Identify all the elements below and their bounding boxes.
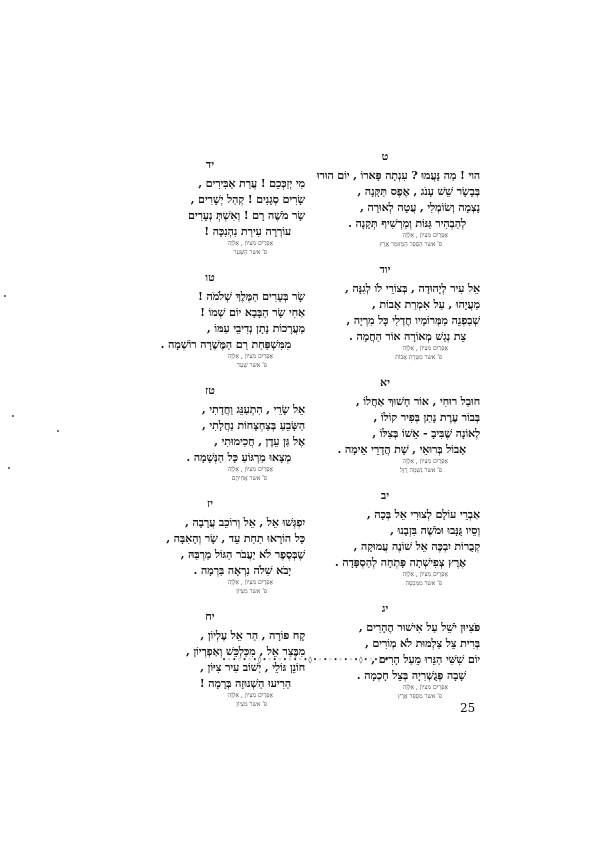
stanza <box>290 602 480 701</box>
decorative-divider: •◦•◦•◦•◊•◦•◦•◦•◦•◊•◦•◦•◦•◦•◊•◦•◦• <box>222 656 390 664</box>
verse-line: מְצָאוּ מַרְגּוֹעַ כָּל הַנְּשָׁמָה . <box>186 450 291 464</box>
stanza <box>290 376 480 475</box>
verse-line: הַרִיעוּ הַשְׁנוּזָה בְּרָמָה ! <box>199 676 291 690</box>
verse-line: קְבֻרוֹת יִבְכֶּה אֵל שׁוֹנֶה עֲמוּקָה , <box>353 539 480 553</box>
verse-line: שָׂרִים סְגָנִים ! קְהַל יְשָׁרִים , <box>190 192 305 206</box>
stanza-number: יז <box>207 497 213 510</box>
attribution-note: פ' אשר מִצִּיוֹן <box>236 588 267 595</box>
stanza-number: טו <box>205 271 215 284</box>
verse-line: מַעֲיָהוּ , עַל אִמְרַת אָבוֹת , <box>371 297 480 311</box>
margin-dot <box>12 415 14 417</box>
attribution-note: פ' אשר מִטְּרָת אָבוֹת <box>395 354 442 361</box>
verse-line: וְסֵיו גֻּנָּבוּ וּמֹשֶׁה בִּזְבָנוּ , <box>390 523 480 537</box>
stanza-number: יב <box>380 489 390 502</box>
attribution-note: אֶפְרַיִם מִצִּיוֹן , אַלְוָה <box>227 240 273 247</box>
verse-line: פֹּצִיוּן יֹשֵׁל עַל אִישׁוּר הֶהָרִים , <box>358 620 480 634</box>
attribution-note: פ' אשר מִסְפַּר אֶרֶץ <box>397 693 442 700</box>
attribution-note: פ' אשר מִמְּכַסֶּה <box>405 580 442 587</box>
stanza-number: יג <box>381 602 389 615</box>
verse-line: מַעֲרָכוֹת נָתָן נְדִיבֵי עַמּוֹ , <box>206 321 305 335</box>
stanza <box>115 384 305 483</box>
verse-line: שְׁבַפְנֵה מַמְּרוֹמָיו חֶדְלִי כָּל מִרְיָה , <box>346 313 480 327</box>
verse-line: כָּל הוֹרָאוּ תַחַת עֵד , שָׂר וְהָאִבָּה , <box>166 531 305 545</box>
attribution-note: אֶפְרַיִם מִצִּיוֹן , אַלְוָה <box>402 458 448 465</box>
attribution-note: פ' אשר אֲחִיהֶם <box>231 475 267 482</box>
verse-line: הַשָּׂבֵעַ בְּצַחְצָחוֹת נַחֲלָתִי , <box>202 418 305 432</box>
verse-line: יִפְגְּשׁוּ אֵל , אֵל וְרוֹכֵב עֲרָבָה , <box>184 515 305 529</box>
verse-line: אָבוֹל בְּרוּאֵי , שָׁת הֲדָרֵי אֵימָה . <box>337 442 466 456</box>
verse-line: חוּבַל רוּחִי , אוֹר חָשׁוּךְ אַחֲלוֹ , <box>355 394 480 408</box>
verse-line: לְהַבְהִיר גַּנּוֹת וְמַרְשִׁיף תְּקָנָה . <box>348 216 466 230</box>
attribution-note: אֶפְרַיִם מִצִּיוֹן , אַלְוָה <box>227 466 273 473</box>
attribution-note: אֶפְרַיִם מִצִּיוֹן , אַלְוָה <box>402 571 448 578</box>
attribution-note: אֶפְרַיִם מִצִּיוֹן , אַלְוָה <box>227 579 273 586</box>
attribution-note: אֶפְרַיִם מִצִּיוֹן , אַלְוָה <box>227 692 273 699</box>
right-column <box>290 150 480 715</box>
verse-line: מִי יְזַכְּכֵם ! עֲרַת אַבִּירִים , <box>198 176 305 190</box>
verse-line: בְּבָשָׂר שֵׁשׁ עָנֹג , אֶפֶס תַּקָּנָה , <box>357 184 480 198</box>
page-number: 25 <box>460 701 476 715</box>
margin-dot <box>8 467 10 469</box>
stanza-number: ט <box>381 150 389 163</box>
verse-line: שָׁבָה פְּגֻשְׁרִיָה בְּצֵל חָכְמָה . <box>356 668 466 682</box>
verse-line: חוֹנֵן גּוֹלֵי , יַשׁוֹב עִיר צִיּוֹן , <box>200 660 305 674</box>
verse-line: בְּרִית צֵל צַלְמוּת לֹא מְוֹרִים , <box>364 636 480 650</box>
verse-line: יוֹם שִׁשִּׁי הַנֵּרוּ מֵעַל הָרִים , <box>371 652 480 666</box>
verse-line: אֶל גַּן עֵדֶן , חֲכִימוּתִי , <box>214 434 305 448</box>
stanza-number: יד <box>205 158 215 171</box>
verse-line: מִבֶּצַר אֵל , מִכַּלְכֵּשׁ וְאַפְרְיוֹן , <box>185 644 305 658</box>
verse-line: שֶׁבְּסֶפֶר לֹא יַעֲבֹר הַגּוֹל מַרְבַּהּ , <box>180 547 305 561</box>
verse-line: עוֹרְרָה עִירַת נִהְנִכָּה ! <box>204 224 291 238</box>
attribution-note: פ' אשר מִצִּיוֹן <box>236 701 267 708</box>
verse-line: הוי ! מַה נָּעֲמוּ ? עִנְתָה פָּארוֹ , יוֹם הוּרוּ <box>316 168 480 182</box>
attribution-note: אֶפְרַיִם מִצִּיוֹן , אַלְוָה <box>402 684 448 691</box>
verse-line: אֶרֶץ צְפִישְׁתָה פָּתְחָה לְהַסְפָּדָה . <box>334 555 466 569</box>
verse-line: צֵת נְגַשׁ מְאוֹרָה אוֹר הַחֲמָה . <box>349 329 466 343</box>
verse-line: נָצְמָה וְשׂוֹמְלִי , עֲטָה לְאוּרָה , <box>359 200 480 214</box>
verse-line: שָׂר בְּעָרִים הַמֶּלֶךְ שְׁלֹמֹה ! <box>197 289 305 303</box>
verse-line: אַבְרֵי עוֹלָם לְצוּרִי אֵל בְּכָה , <box>366 507 480 521</box>
verse-line: לְאוֹנָה שֶׁבִּיבָ - אֵשׁוֹ בְּצִלּוֹ , <box>372 426 480 440</box>
stanza-number: יוד <box>379 263 391 276</box>
attribution-note: אֶפְרַיִם מִצִּיוֹן , אַלְוָה <box>402 345 448 352</box>
attribution-note: אֶפְרַיִם מִצִּיוֹן , אַלְוָה <box>402 232 448 239</box>
stanza <box>115 158 305 257</box>
stanza-number: יא <box>380 376 390 389</box>
attribution-note: פ' אשר הַסְפֵר הַמְזוּמָר אֶרֶץ <box>379 241 442 248</box>
margin-dot <box>57 430 59 432</box>
attribution-note: אֶפְרַיִם מִצִּיוֹן , אַלְוָה <box>227 353 273 360</box>
attribution-note: פ' אשר נִשְׁמָה רֶזֶל <box>400 467 442 474</box>
stanza <box>290 489 480 588</box>
stanza <box>115 271 305 370</box>
stanza <box>115 497 305 596</box>
verse-line: שָׂר מֹשֶׁה רָם ! וְאִשְׁתְּ נְעָרִים <box>187 208 305 222</box>
verse-line: יָבֹא שִׁלֹה נִרְאָה בַּרְמָה . <box>193 563 291 577</box>
stanza-number: טז <box>205 384 215 397</box>
stanza-number: יח <box>205 610 215 623</box>
verse-line: קָח פּוֹרָה , הַר אֵל עֶלְיוֹן , <box>200 628 305 642</box>
stanza <box>290 263 480 362</box>
attribution-note: פ' אשר הַשַּׁעַר <box>233 249 267 256</box>
verse-line: מִמִּשְׁפַּחַת רַם הַמֶּשֶׁרָה רוֹשְׁמָה . <box>160 337 291 351</box>
margin-dot <box>4 295 6 297</box>
stanza <box>290 150 480 249</box>
verse-line: אֵל עִיר לְיָהוּדָה , בְּצוֹרֵי לֹו לְגִנָּה , <box>345 281 480 295</box>
left-column <box>115 158 305 723</box>
verse-line: בְּבוֹר עֶרֶת נָתַן בְּפִיר קוֹלוֹ , <box>373 410 480 424</box>
verse-line: אַחִי שָׂר הַבָּבָא יוֹם שְׁמוֹ ! <box>200 305 305 319</box>
verse-line: אֵל שָׂרֵי , הִתְעַנֵּג וַחֲדָתִי , <box>201 402 305 416</box>
attribution-note: פ' אשר שַׁעַר <box>237 362 267 369</box>
